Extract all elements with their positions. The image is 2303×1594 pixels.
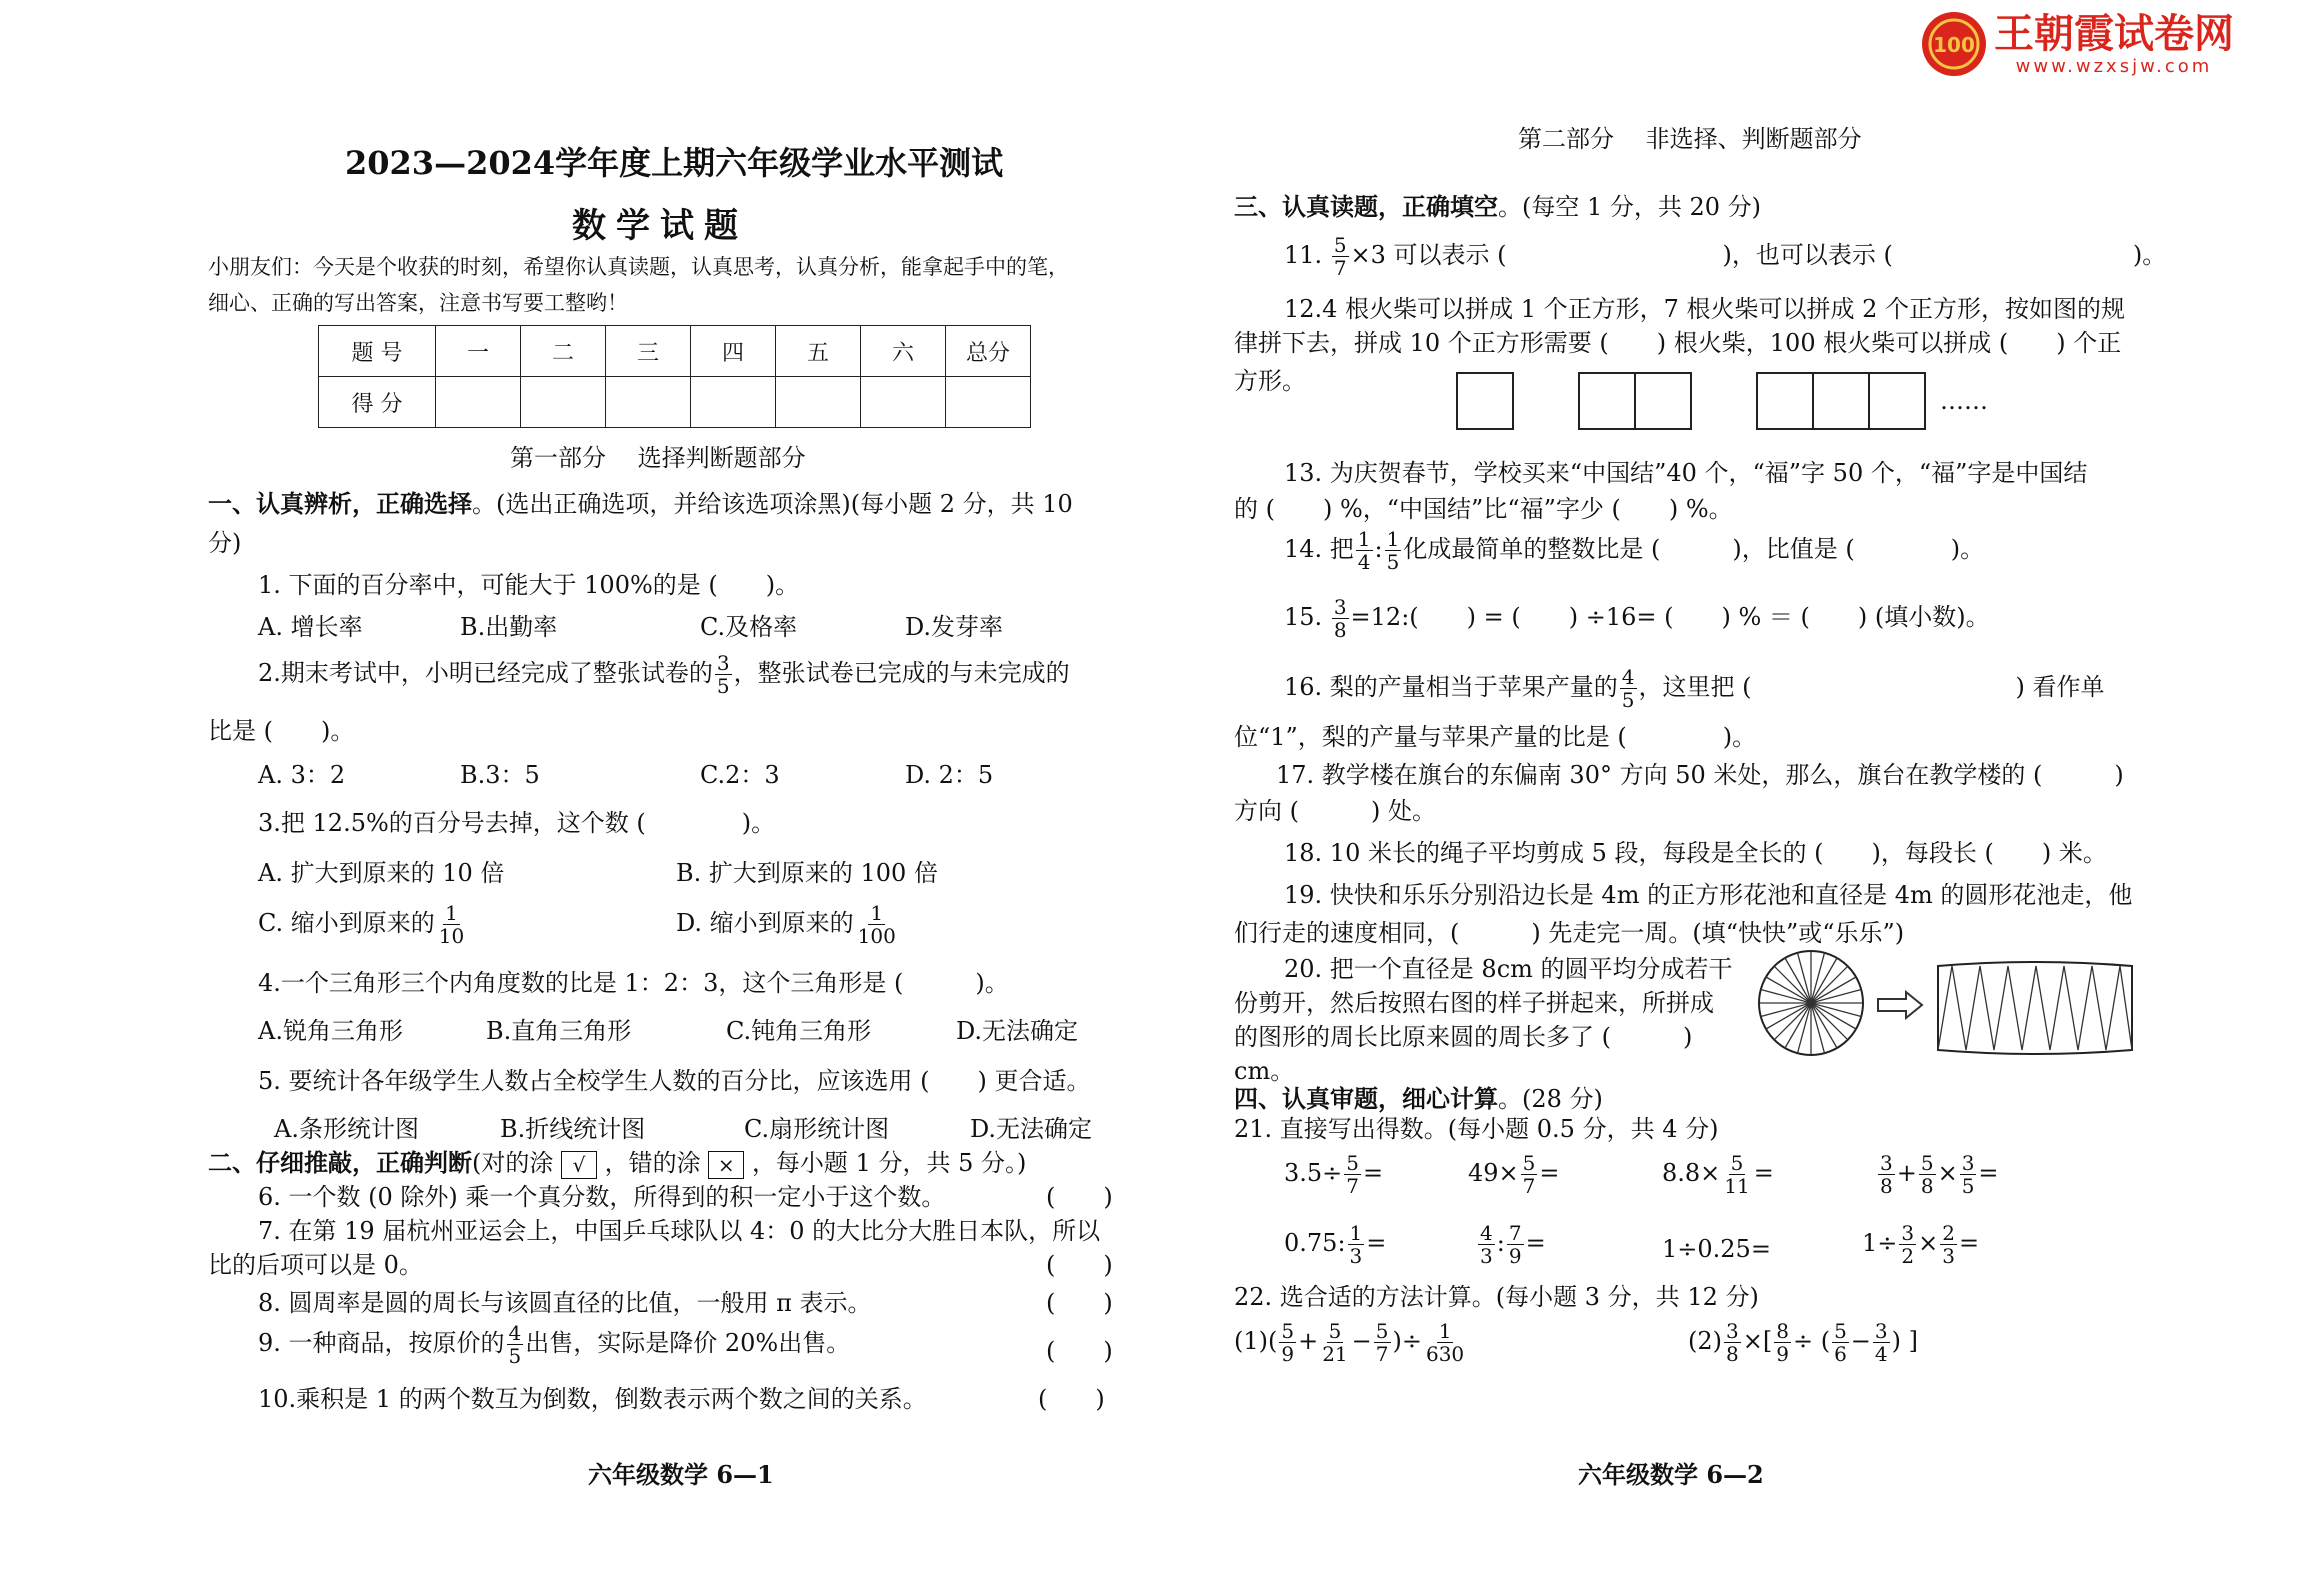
fraction bbox=[1356, 528, 1373, 573]
section3-instructions: 。(每空 1 分，共 20 分) bbox=[1498, 193, 1762, 221]
q2-text: 2.期末考试中，小明已经完成了整张试卷的 bbox=[258, 659, 713, 687]
calc-text: = bbox=[1525, 1229, 1546, 1257]
fraction bbox=[437, 902, 466, 947]
question-13: 13. 为庆贺春节，学校买来“中国结”40 个，“福”字 50 个，“福”字是中国结 bbox=[1284, 459, 2088, 487]
q14-text-cont: 化成最简单的整数比是 ( )，比值是 ( )。 bbox=[1403, 535, 1985, 563]
denominator: 5 bbox=[1621, 688, 1635, 712]
denominator: 4 bbox=[1874, 1342, 1888, 1366]
calc-text: − bbox=[1850, 1327, 1871, 1355]
question-5: 5. 要统计各年级学生人数占全校学生人数的百分比，应该选用 ( ) 更合适。 bbox=[258, 1067, 1091, 1095]
question-21: 21. 直接写出得数。(每小题 0.5 分，共 4 分) bbox=[1234, 1115, 1719, 1143]
denominator: 100 bbox=[857, 924, 896, 948]
fraction bbox=[1724, 1320, 1741, 1365]
rearranged-shape-diagram bbox=[1930, 960, 2140, 1056]
numerator: 3 bbox=[1874, 1319, 1888, 1343]
q3-option-b[interactable]: B. 扩大到原来的 100 倍 bbox=[676, 859, 938, 887]
q15-number: 15. bbox=[1284, 603, 1323, 631]
numerator: 5 bbox=[1730, 1151, 1744, 1175]
header-cell: 题 号 bbox=[319, 326, 436, 377]
q1-option-b[interactable]: B.出勤率 bbox=[460, 613, 558, 641]
question-9 bbox=[258, 1322, 850, 1367]
fraction bbox=[1620, 666, 1637, 711]
denominator: 7 bbox=[1522, 1174, 1536, 1198]
denominator: 3 bbox=[1480, 1244, 1493, 1268]
header-cell: 总分 bbox=[946, 326, 1031, 377]
calc-text: = bbox=[1753, 1159, 1774, 1187]
score-cell[interactable] bbox=[861, 377, 946, 428]
denominator: 10 bbox=[438, 924, 465, 948]
calc-7: 1÷0.25= bbox=[1662, 1235, 1771, 1263]
question-20-cont2: 的图形的周长比原来圆的周长多了 ( ) bbox=[1234, 1023, 1693, 1051]
watermark-logo bbox=[1920, 10, 2234, 78]
q7-answer-paren[interactable]: ( ) bbox=[1046, 1251, 1113, 1279]
q3-option-c[interactable] bbox=[258, 902, 468, 947]
calc-text: ×[ bbox=[1742, 1327, 1773, 1355]
question-20: 20. 把一个直径是 8cm 的圆平均分成若干 bbox=[1284, 955, 1733, 983]
numerator: 5 bbox=[1328, 1319, 1342, 1343]
denominator: 5 bbox=[1961, 1174, 1975, 1198]
fraction bbox=[1940, 1222, 1957, 1267]
q10-answer-paren[interactable]: ( ) bbox=[1038, 1385, 1105, 1413]
q2-option-c[interactable]: C.2：3 bbox=[700, 761, 780, 789]
calc-text: (2) bbox=[1688, 1327, 1722, 1355]
denominator: 5 bbox=[716, 674, 730, 698]
calc-text: ) ] bbox=[1891, 1327, 1918, 1355]
denominator: 4 bbox=[1357, 550, 1371, 574]
matchstick-square bbox=[1756, 372, 1814, 430]
svg-text:100: 100 bbox=[1933, 33, 1975, 57]
question-2-cont: 比是 ( )。 bbox=[208, 717, 355, 745]
fraction bbox=[856, 902, 898, 947]
question-16 bbox=[1284, 666, 2105, 711]
q15-text: =12:( ) = ( ) ÷16= ( ) % ＝ ( ) (填小数)。 bbox=[1350, 603, 1990, 631]
sliced-circle-diagram bbox=[1756, 948, 1866, 1058]
calc-text: = bbox=[1539, 1159, 1560, 1187]
score-table bbox=[318, 325, 1031, 428]
question-1: 1. 下面的百分率中，可能大于 100%的是 ( )。 bbox=[258, 571, 800, 599]
fraction bbox=[1878, 1152, 1895, 1197]
matchstick-square bbox=[1634, 372, 1692, 430]
matchstick-square bbox=[1868, 372, 1926, 430]
q4-option-c[interactable]: C.钝角三角形 bbox=[726, 1017, 872, 1045]
calc-8 bbox=[1862, 1222, 1979, 1267]
section2-heading bbox=[208, 1148, 1026, 1179]
denominator: 630 bbox=[1425, 1342, 1465, 1366]
q11-number: 11. bbox=[1284, 241, 1323, 269]
question-19: 19. 快快和乐乐分别沿边长是 4m 的正方形花池和直径是 4m 的圆形花池走，他 bbox=[1284, 881, 2133, 909]
q5-option-a[interactable]: A.条形统计图 bbox=[274, 1115, 419, 1143]
calc-text: )÷ bbox=[1392, 1327, 1422, 1355]
calc-4 bbox=[1876, 1152, 1999, 1197]
fraction bbox=[1774, 1320, 1791, 1365]
denominator: 3 bbox=[1349, 1244, 1363, 1268]
denominator: 21 bbox=[1322, 1342, 1348, 1366]
question-14 bbox=[1284, 528, 1984, 573]
q9-text-cont: 出售，实际是降价 20%出售。 bbox=[525, 1329, 851, 1357]
denominator: 3 bbox=[1942, 1244, 1955, 1268]
fraction bbox=[507, 1322, 524, 1367]
calc-text: 8.8× bbox=[1662, 1159, 1721, 1187]
denominator: 8 bbox=[1726, 1342, 1739, 1366]
calc-text: (1)( bbox=[1234, 1327, 1278, 1355]
header-cell: 二 bbox=[521, 326, 606, 377]
q6-answer-paren[interactable]: ( ) bbox=[1046, 1183, 1113, 1211]
fraction bbox=[1332, 234, 1349, 279]
numerator: 1 bbox=[1357, 527, 1371, 551]
denominator: 9 bbox=[1776, 1342, 1789, 1366]
matchstick-square bbox=[1578, 372, 1636, 430]
calc-text: 3.5÷ bbox=[1284, 1159, 1343, 1187]
numerator: 5 bbox=[1281, 1319, 1295, 1343]
section4-heading bbox=[1234, 1084, 1603, 1114]
badge-icon bbox=[1920, 10, 1988, 78]
header-cell: 四 bbox=[691, 326, 776, 377]
question-2 bbox=[258, 652, 1070, 697]
question-6: 6. 一个数 (0 除外) 乘一个真分数，所得到的积一定小于这个数。 bbox=[258, 1183, 946, 1211]
q3c-text: C. 缩小到原来的 bbox=[258, 909, 435, 937]
numerator: 5 bbox=[1375, 1319, 1389, 1343]
q2-option-d[interactable]: D. 2：5 bbox=[905, 761, 994, 789]
fraction bbox=[1919, 1152, 1936, 1197]
numerator: 3 bbox=[1880, 1151, 1893, 1175]
matchstick-square bbox=[1456, 372, 1514, 430]
denominator: 8 bbox=[1920, 1174, 1934, 1198]
numerator: 1 bbox=[870, 901, 884, 925]
right-arrow-icon bbox=[1876, 990, 1926, 1020]
question-8: 8. 圆周率是圆的周长与该圆直径的比值，一般用 π 表示。 bbox=[258, 1289, 872, 1317]
question-12: 12.4 根火柴可以拼成 1 个正方形，7 根火柴可以拼成 2 个正方形，按如图的规 bbox=[1284, 295, 2126, 323]
question-17: 17. 教学楼在旗台的东偏南 30° 方向 50 米处，那么，旗台在教学楼的 ( ) bbox=[1276, 761, 2124, 789]
denominator: 5 bbox=[508, 1344, 522, 1368]
question-10: 10.乘积是 1 的两个数互为倒数，倒数表示两个数之间的关系。 bbox=[258, 1385, 927, 1413]
question-7: 7. 在第 19 届杭州亚运会上，中国乒乓球队以 4：0 的大比分大胜日本队，所以 bbox=[258, 1217, 1101, 1245]
denominator: 8 bbox=[1880, 1174, 1893, 1198]
section1-instructions: 。(选出正确选项，并给该选项涂黑)(每小题 2 分，共 10 bbox=[472, 490, 1073, 518]
section1-heading bbox=[208, 489, 1073, 519]
header-cell: 六 bbox=[861, 326, 946, 377]
question-19-cont: 们行走的速度相同，( ) 先走完一周。(填“快快”或“乐乐”) bbox=[1234, 919, 1905, 947]
q5-option-d[interactable]: D.无法确定 bbox=[970, 1115, 1093, 1143]
q4-option-b[interactable]: B.直角三角形 bbox=[486, 1017, 632, 1045]
calc-text: = bbox=[1363, 1159, 1384, 1187]
q8-answer-paren[interactable]: ( ) bbox=[1046, 1289, 1113, 1317]
calc-text: ÷ ( bbox=[1792, 1327, 1831, 1355]
fraction bbox=[715, 652, 732, 697]
denominator: 6 bbox=[1834, 1342, 1847, 1366]
ratio-colon: : bbox=[1374, 535, 1383, 563]
exam-title: 2023—2024学年度上期六年级学业水平测试 bbox=[345, 144, 1004, 182]
score-table-score-row bbox=[319, 377, 1031, 428]
question-13-cont: 的 ( ) %，“中国结”比“福”字少 ( ) %。 bbox=[1234, 495, 1733, 523]
fraction bbox=[1507, 1222, 1524, 1267]
q4-option-a[interactable]: A.锐角三角形 bbox=[258, 1017, 403, 1045]
brand-name: 王朝霞试卷网 bbox=[1994, 10, 2234, 57]
q3-option-d[interactable] bbox=[676, 902, 900, 947]
denominator: 2 bbox=[1901, 1244, 1915, 1268]
numerator: 5 bbox=[1522, 1151, 1536, 1175]
q2-text-cont: ，整张试卷已完成的与未完成的 bbox=[733, 659, 1070, 687]
calc-text: 1÷ bbox=[1862, 1229, 1898, 1257]
fraction bbox=[1320, 1320, 1349, 1365]
denominator: 9 bbox=[1281, 1342, 1295, 1366]
numerator: 5 bbox=[1834, 1319, 1847, 1343]
score-table-header-row bbox=[319, 326, 1031, 377]
section4-points: 。(28 分) bbox=[1498, 1085, 1603, 1113]
numerator: 3 bbox=[1901, 1221, 1915, 1245]
left-page-footer: 六年级数学 6—1 bbox=[588, 1460, 774, 1489]
numerator: 8 bbox=[1776, 1319, 1789, 1343]
brand-url: www.wzxsjw.com bbox=[2015, 55, 2213, 77]
section2-text: ，错的涂 bbox=[604, 1149, 701, 1177]
q5-option-b[interactable]: B.折线统计图 bbox=[500, 1115, 646, 1143]
question-20-cont3: cm。 bbox=[1234, 1057, 1295, 1085]
denominator: 9 bbox=[1508, 1244, 1522, 1268]
question-12-cont: 律拼下去，拼成 10 个正方形需要 ( ) 根火柴，100 根火柴可以拼成 ( ) 个正 bbox=[1234, 329, 2122, 357]
calc-text: + bbox=[1896, 1159, 1917, 1187]
section3-heading bbox=[1234, 192, 1761, 222]
pattern-ellipsis: …… bbox=[1940, 387, 1988, 415]
fraction bbox=[1478, 1222, 1495, 1267]
q14-text: 14. 把 bbox=[1284, 535, 1354, 563]
denominator: 5 bbox=[1386, 550, 1400, 574]
question-15 bbox=[1284, 596, 1990, 641]
numerator: 4 bbox=[508, 1321, 522, 1345]
fraction bbox=[1348, 1222, 1365, 1267]
numerator: 3 bbox=[1961, 1151, 1975, 1175]
matchstick-square bbox=[1812, 372, 1870, 430]
q3-option-a[interactable]: A. 扩大到原来的 10 倍 bbox=[258, 859, 505, 887]
denominator: 7 bbox=[1346, 1174, 1360, 1198]
section2-title: 二、仔细推敲，正确判断 bbox=[208, 1148, 472, 1177]
numerator: 4 bbox=[1621, 665, 1635, 689]
question-16-cont: 位“1”，梨的产量与苹果产量的比是 ( )。 bbox=[1234, 723, 1757, 751]
numerator: 3 bbox=[1726, 1319, 1739, 1343]
denominator: 8 bbox=[1333, 618, 1347, 642]
denominator: 7 bbox=[1333, 256, 1347, 280]
denominator: 11 bbox=[1724, 1174, 1750, 1198]
score-cell[interactable] bbox=[776, 377, 861, 428]
calc-6 bbox=[1476, 1222, 1546, 1267]
calc-text: × bbox=[1937, 1159, 1958, 1187]
q1-option-c[interactable]: C.及格率 bbox=[700, 613, 798, 641]
question-22: 22. 选合适的方法计算。(每小题 3 分，共 12 分) bbox=[1234, 1283, 1759, 1311]
fraction bbox=[1332, 596, 1349, 641]
exam-subtitle: 数学试题 bbox=[572, 206, 748, 246]
fraction bbox=[1521, 1152, 1538, 1197]
section4-title: 四、认真审题，细心计算 bbox=[1234, 1084, 1498, 1113]
score-cell[interactable] bbox=[691, 377, 776, 428]
right-page-footer: 六年级数学 6—2 bbox=[1578, 1460, 1764, 1489]
calc-text: = bbox=[1978, 1159, 1999, 1187]
q2-option-a[interactable]: A. 3：2 bbox=[258, 761, 346, 789]
section3-title: 三、认真读题，正确填空 bbox=[1234, 192, 1498, 221]
fraction bbox=[1873, 1320, 1890, 1365]
score-cell[interactable] bbox=[436, 377, 521, 428]
calc-text: = bbox=[1958, 1229, 1980, 1257]
fraction bbox=[1374, 1320, 1391, 1365]
numerator: 1 bbox=[1386, 527, 1400, 551]
intro-line-1: 小朋友们：今天是个收获的时刻，希望你认真读题，认真思考，认真分析，能拿起手中的笔， bbox=[208, 255, 1069, 279]
question-11 bbox=[1284, 234, 2166, 279]
calc-1 bbox=[1284, 1152, 1383, 1197]
question-17-cont: 方向 ( ) 处。 bbox=[1234, 797, 1436, 825]
q16-text-cont: ，这里把 ( ) 看作单 bbox=[1638, 673, 2105, 701]
numerator: 1 bbox=[1438, 1319, 1452, 1343]
calc-5 bbox=[1284, 1222, 1386, 1267]
q3d-text: D. 缩小到原来的 bbox=[676, 909, 854, 937]
q1-option-d[interactable]: D.发芽率 bbox=[905, 613, 1004, 641]
numerator: 5 bbox=[1346, 1151, 1360, 1175]
calc-text: = bbox=[1366, 1229, 1387, 1257]
q1-option-a[interactable]: A. 增长率 bbox=[258, 613, 363, 641]
q9-answer-paren[interactable]: ( ) bbox=[1046, 1337, 1113, 1365]
fraction bbox=[1344, 1152, 1361, 1197]
calc-2 bbox=[1468, 1152, 1560, 1197]
part2-heading: 第二部分 非选择、判断题部分 bbox=[1518, 125, 1862, 153]
question-20-cont: 份剪开，然后按照右图的样子拼起来，所拼成 bbox=[1234, 989, 1714, 1017]
calc-text: 0.75: bbox=[1284, 1229, 1346, 1257]
question-4: 4.一个三角形三个内角度数的比是 1：2：3，这个三角形是 ( )。 bbox=[258, 969, 1009, 997]
calc-text: × bbox=[1918, 1229, 1939, 1257]
question-7-cont: 比的后项可以是 0。 bbox=[208, 1251, 423, 1279]
numerator: 1 bbox=[445, 901, 458, 925]
numerator: 3 bbox=[1333, 595, 1347, 619]
numerator: 5 bbox=[1920, 1151, 1934, 1175]
fraction bbox=[1899, 1222, 1916, 1267]
header-cell: 五 bbox=[776, 326, 861, 377]
question-12-cont2: 方形。 bbox=[1234, 367, 1306, 395]
q11-text: ×3 可以表示 ( )，也可以表示 ( )。 bbox=[1350, 241, 2167, 269]
q5-option-c[interactable]: C.扇形统计图 bbox=[744, 1115, 890, 1143]
score-label-cell: 得 分 bbox=[319, 377, 436, 428]
fraction bbox=[1722, 1152, 1751, 1197]
calc-text: − bbox=[1351, 1327, 1372, 1355]
section1-title: 一、认真辨析，正确选择 bbox=[208, 489, 472, 518]
calc-text: + bbox=[1298, 1327, 1319, 1355]
section1-instructions-cont: 分) bbox=[208, 529, 242, 557]
numerator: 3 bbox=[716, 651, 730, 675]
fraction bbox=[1832, 1320, 1849, 1365]
cross-box-icon: × bbox=[708, 1151, 744, 1179]
intro-line-2: 细心、正确的写出答案，注意书写要工整哟！ bbox=[208, 291, 628, 315]
calc-text: : bbox=[1496, 1229, 1505, 1257]
question-3: 3.把 12.5%的百分号去掉，这个数 ( )。 bbox=[258, 809, 776, 837]
fraction bbox=[1960, 1152, 1977, 1197]
header-cell: 一 bbox=[436, 326, 521, 377]
numerator: 2 bbox=[1942, 1221, 1955, 1245]
check-box-icon: √ bbox=[561, 1151, 597, 1179]
expression-1 bbox=[1234, 1320, 1468, 1365]
q4-option-d[interactable]: D.无法确定 bbox=[956, 1017, 1079, 1045]
numerator: 1 bbox=[1349, 1221, 1363, 1245]
q16-text: 16. 梨的产量相当于苹果产量的 bbox=[1284, 673, 1618, 701]
part1-heading: 第一部分 选择判断题部分 bbox=[510, 444, 806, 472]
denominator: 7 bbox=[1375, 1342, 1389, 1366]
score-cell[interactable] bbox=[521, 377, 606, 428]
numerator: 4 bbox=[1480, 1221, 1493, 1245]
fraction bbox=[1385, 528, 1402, 573]
numerator: 5 bbox=[1333, 233, 1347, 257]
score-cell[interactable] bbox=[606, 377, 691, 428]
q9-text: 9. 一种商品，按原价的 bbox=[258, 1329, 505, 1357]
calc-3 bbox=[1662, 1152, 1774, 1197]
calc-text: 49× bbox=[1468, 1159, 1519, 1187]
section2-text: ，每小题 1 分，共 5 分。) bbox=[751, 1149, 1027, 1177]
numerator: 7 bbox=[1508, 1221, 1522, 1245]
fraction bbox=[1279, 1320, 1296, 1365]
q2-option-b[interactable]: B.3：5 bbox=[460, 761, 540, 789]
question-18: 18. 10 米长的绳子平均剪成 5 段，每段是全长的 ( )，每段长 ( ) 米。 bbox=[1284, 839, 2107, 867]
section2-text: (对的涂 bbox=[472, 1149, 554, 1177]
header-cell: 三 bbox=[606, 326, 691, 377]
fraction bbox=[1424, 1320, 1466, 1365]
score-cell[interactable] bbox=[946, 377, 1031, 428]
expression-2 bbox=[1688, 1320, 1918, 1365]
